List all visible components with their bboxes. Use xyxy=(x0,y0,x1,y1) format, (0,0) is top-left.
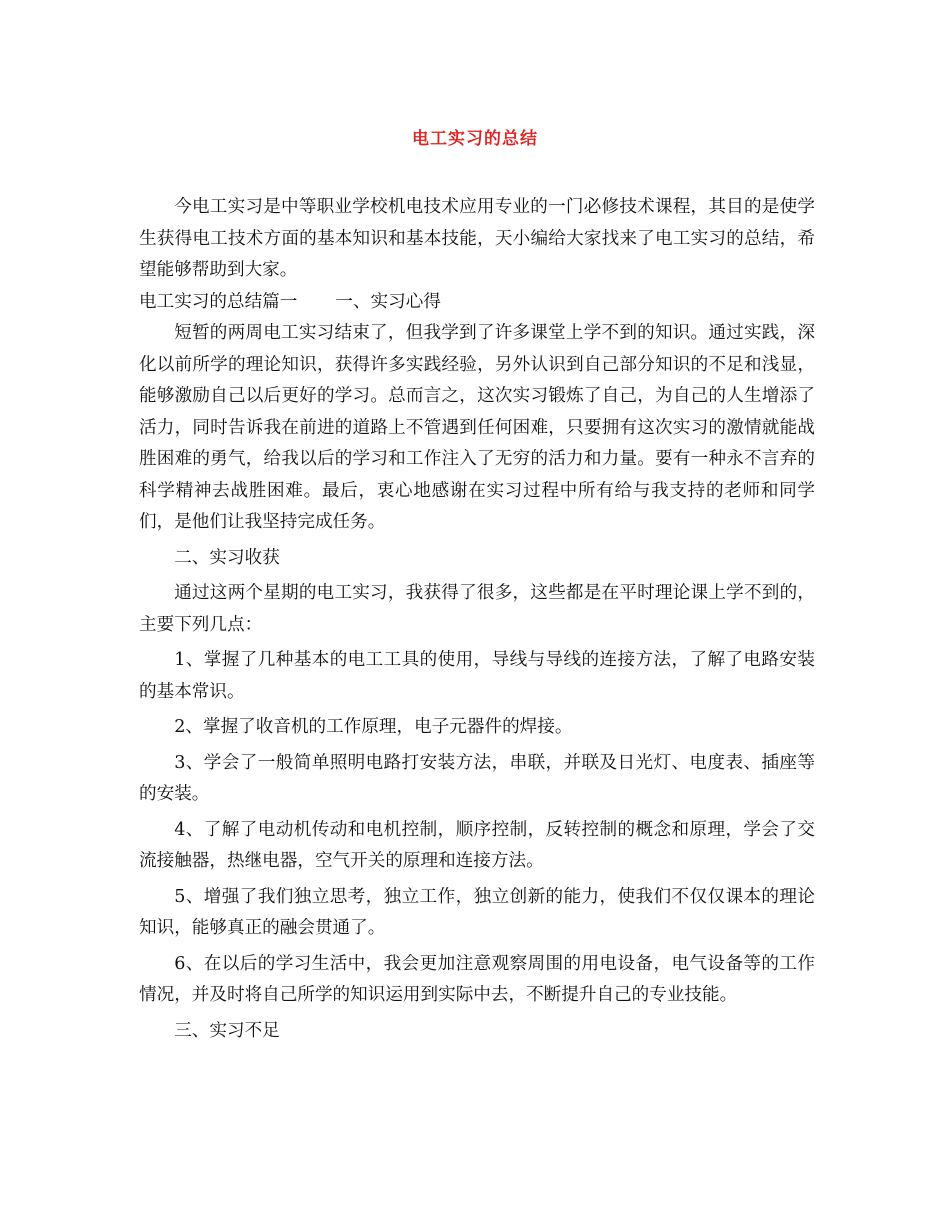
chapter-label: 电工实习的总结篇一 xyxy=(139,291,298,312)
section1-heading: 一、实习心得 xyxy=(335,291,441,312)
section1-paragraph: 短暂的两周电工实习结束了，但我学到了许多课堂上学不到的知识。通过实践，深化以前所学的理论知识，获得许多实践经验，另外认识到自己部分知识的不足和浅显，能够激励自己以后更好的学习。总而言之，这次实习锻炼了自己，为自己的人生增添了活力，同时告诉我在前进的道路上不管遇到任何困难，只要拥有这次实习的激情就能战胜困难的勇气，给我以后的学习和工作注入了无穷的活力和力量。要有一种永不言弃的科学精神去战胜困难。最后，衷心地感谢在实习过程中所有给与我支持的老师和同学们，是他们让我坚持完成任务。 xyxy=(139,323,815,532)
list-item-2: 2、掌握了收音机的工作原理，电子元器件的焊接。 xyxy=(174,717,573,737)
document-title: 电工实习的总结 xyxy=(412,129,538,149)
intro-paragraph: 今电工实习是中等职业学校机电技术应用专业的一门必修技术课程，其目的是使学生获得电工技术方面的基本知识和基本技能，天小编给大家找来了电工实习的总结，希望能够帮助到大家。 xyxy=(139,197,815,280)
list-item-1: 1、掌握了几种基本的电工工具的使用，导线与导线的连接方法，了解了电路安装的基本常识。 xyxy=(139,650,815,702)
section2-intro: 通过这两个星期的电工实习，我获得了很多，这些都是在平时理论课上学不到的，主要下列几点： xyxy=(139,583,815,635)
chapter-heading-line xyxy=(139,287,815,319)
list-item-6: 6、在以后的学习生活中，我会更加注意观察周围的用电设备，电气设备等的工作情况，并及时将自己所学的知识运用到实际中去，不断提升自己的专业技能。 xyxy=(139,953,815,1005)
list-item-3: 3、学会了一般简单照明电路打安装方法，串联，并联及日光灯、电度表、插座等的安装。 xyxy=(139,752,815,804)
document-body xyxy=(139,192,815,1047)
list-item-4: 4、了解了电动机传动和电机控制，顺序控制，反转控制的概念和原理，学会了交流接触器，热继电器，空气开关的原理和连接方法。 xyxy=(139,819,815,871)
section3-heading: 三、实习不足 xyxy=(174,1020,280,1041)
section2-heading: 二、实习收获 xyxy=(174,547,280,568)
list-item-5: 5、增强了我们独立思考，独立工作，独立创新的能力，使我们不仅仅课本的理论知识，能够真正的融会贯通了。 xyxy=(139,886,815,938)
